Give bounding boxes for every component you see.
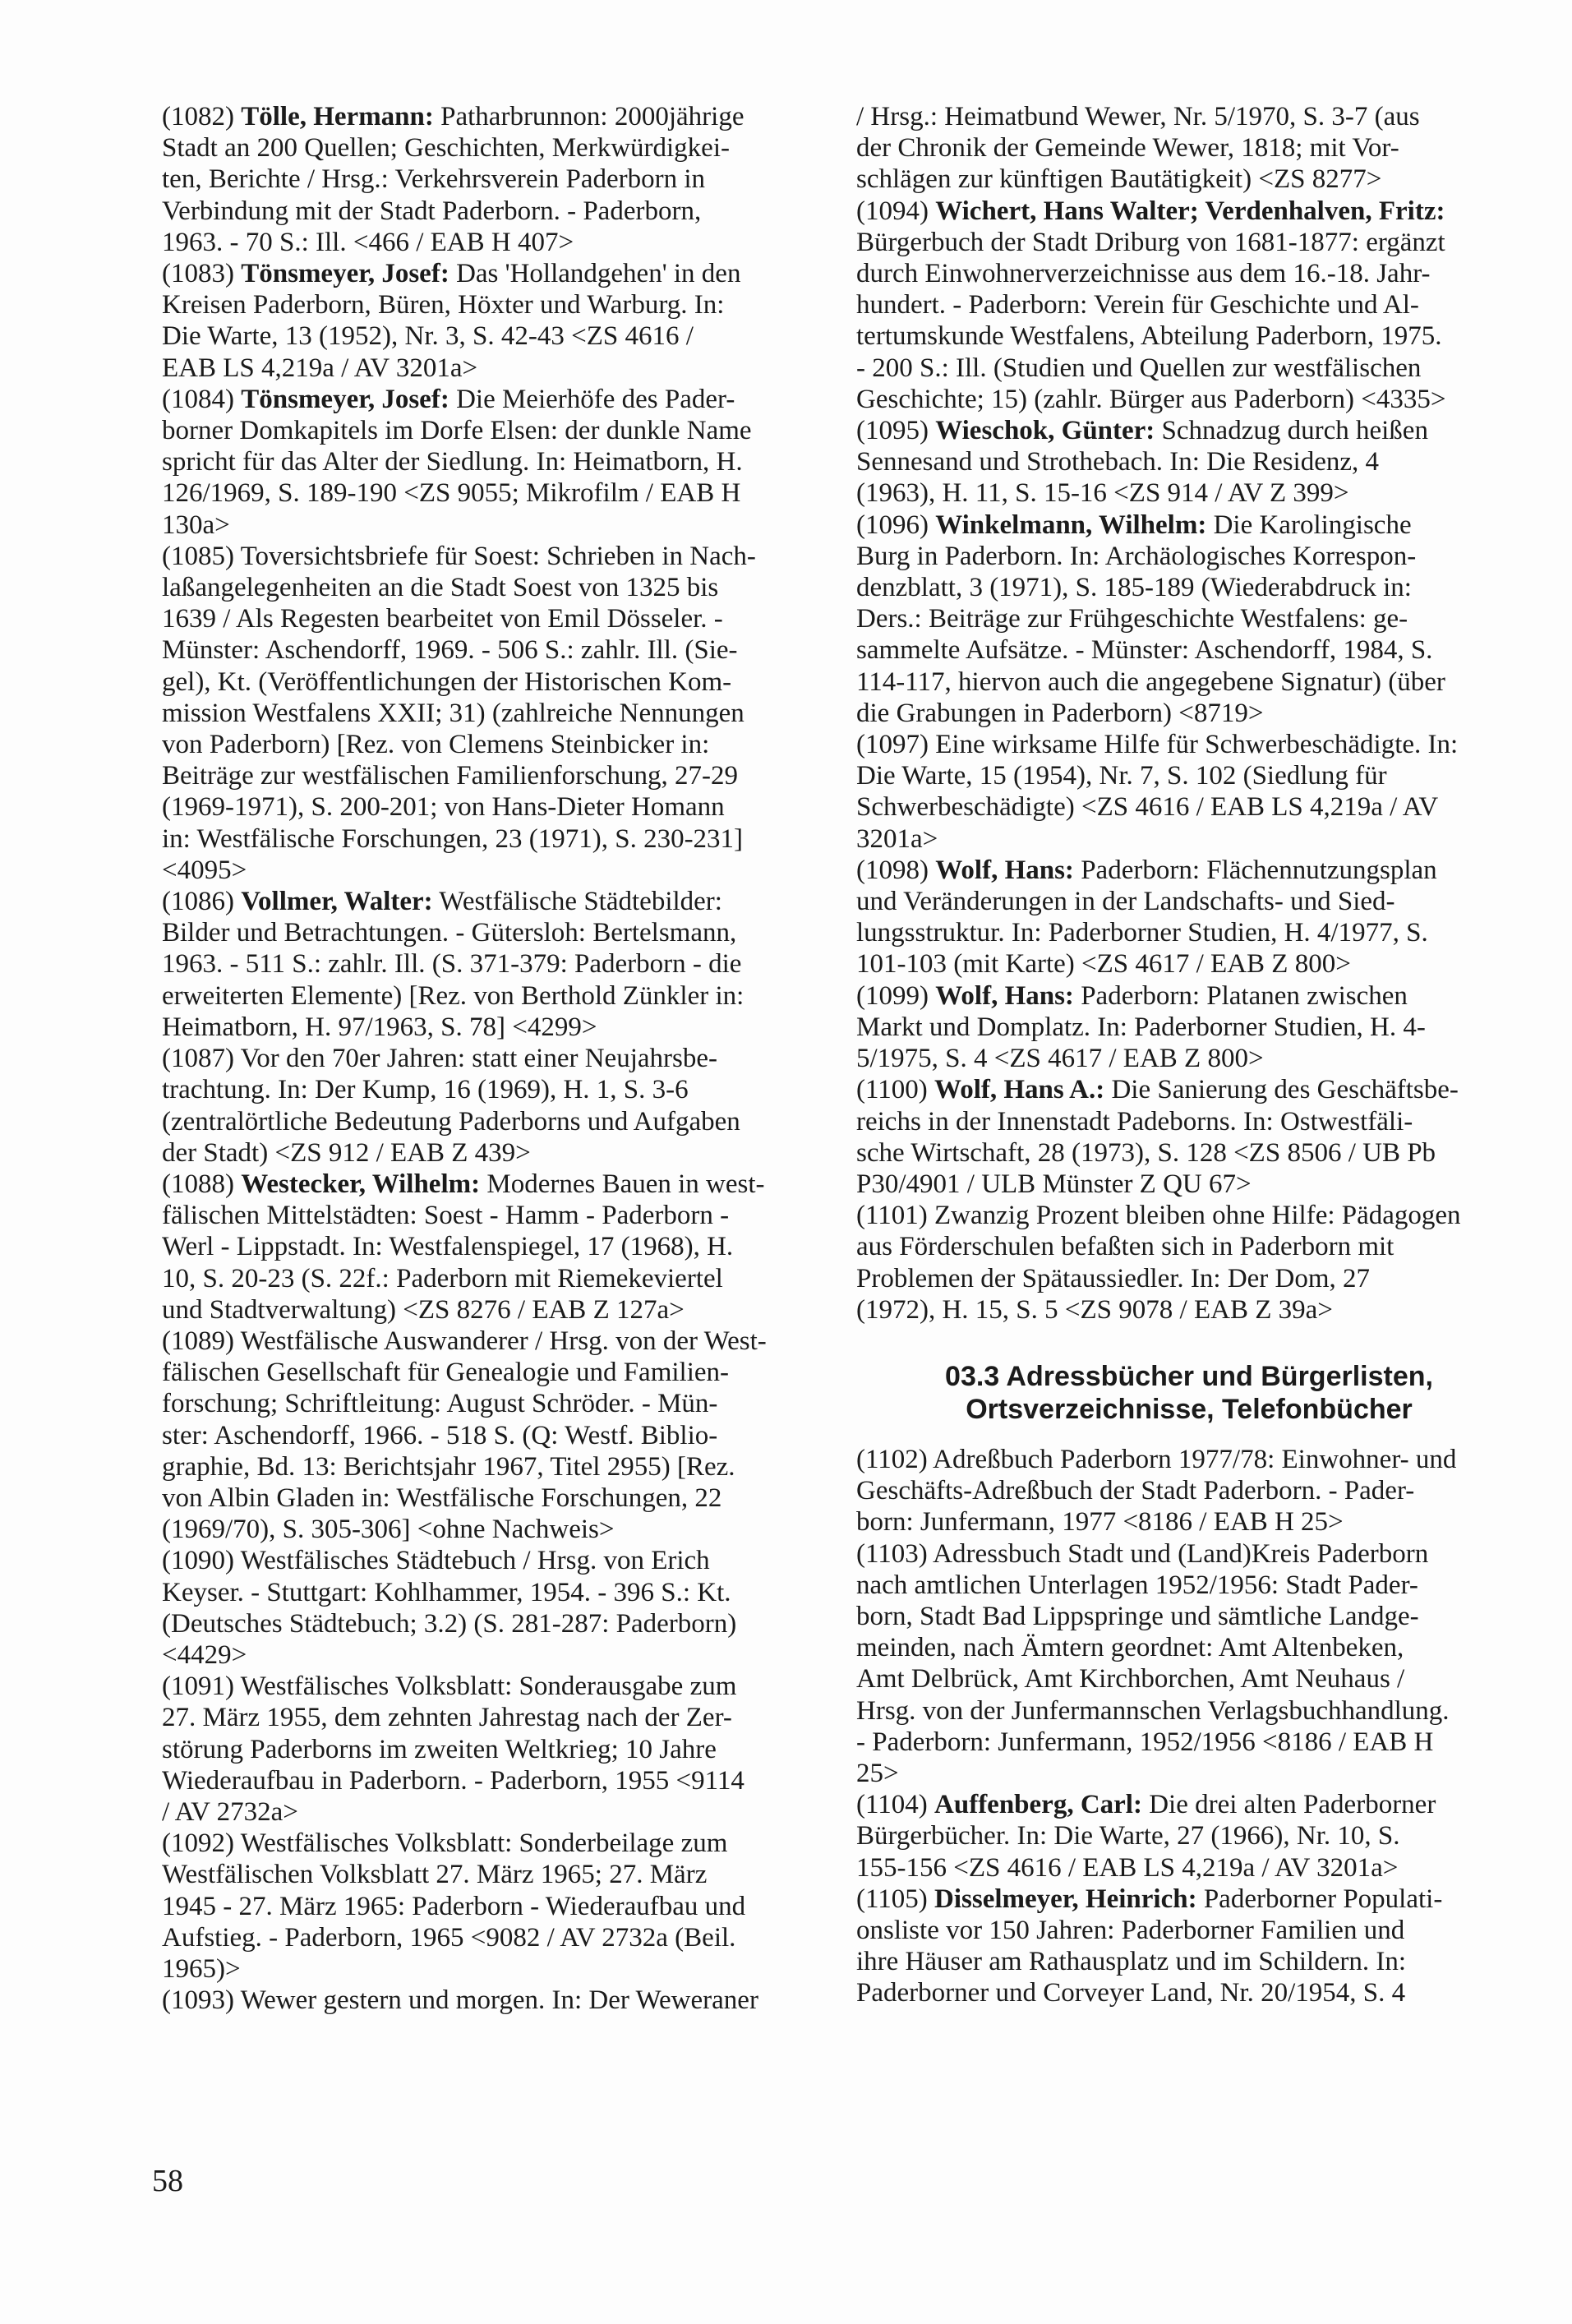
entry-line: (1088) Westecker, Wilhelm: Modernes Bauen in west- — [162, 1169, 765, 1199]
entry-line: / Hrsg.: Heimatbund Wewer, Nr. 5/1970, S. 3-7 (aus — [856, 102, 1420, 131]
entry-line: (1972), H. 15, S. 5 <ZS 9078 / EAB Z 39a> — [856, 1294, 1333, 1325]
entry-line: Die Warte, 13 (1952), Nr. 3, S. 42-43 <ZS 4616 / — [162, 321, 694, 352]
bibliography-entry-1082 — [162, 101, 827, 258]
entry-line: (1104) Auffenberg, Carl: Die drei alten Paderborner — [856, 1790, 1436, 1820]
entry-line: - Paderborn: Junfermann, 1952/1956 <8186 / EAB H — [856, 1727, 1434, 1757]
bibliography-entry-1103 — [856, 1538, 1522, 1790]
entry-line: born, Stadt Bad Lippspringe und sämtliche Landge- — [856, 1601, 1419, 1631]
entry-line: Münster: Aschendorff, 1969. - 506 S.: zahlr. Ill. (Sie- — [162, 635, 738, 666]
entry-line: Bürgerbücher. In: Die Warte, 27 (1966), Nr. 10, S. — [856, 1821, 1400, 1851]
entry-line: (1969/70), S. 305-306] <ohne Nachweis> — [162, 1515, 615, 1545]
entry-line: Keyser. - Stuttgart: Kohlhammer, 1954. - 396 S.: Kt. — [162, 1577, 731, 1607]
entry-line: (1089) Westfälische Auswanderer / Hrsg. von der West- — [162, 1326, 767, 1356]
entry-line: aus Förderschulen befaßten sich in Paderborn mit — [856, 1232, 1395, 1262]
entry-line: Bilder und Betrachtungen. - Gütersloh: Bertelsmann, — [162, 918, 737, 948]
entry-line: (1092) Westfälisches Volksblatt: Sonderbeilage zum — [162, 1828, 728, 1859]
entry-line: (1102) Adreßbuch Paderborn 1977/78: Einwohner- und — [856, 1444, 1457, 1474]
entry-line: Problemen der Spätaussiedler. In: Der Dom, 27 — [856, 1263, 1371, 1293]
bibliography-entry-1102 — [856, 1444, 1522, 1538]
entry-line: EAB LS 4,219a / AV 3201a> — [162, 353, 478, 383]
entry-line: 101-103 (mit Karte) <ZS 4617 / EAB Z 800> — [856, 949, 1351, 980]
entry-line: (zentralörtliche Bedeutung Paderborns und Aufgaben — [162, 1106, 740, 1137]
entry-line: in: Westfälische Forschungen, 23 (1971), S. 230-231] — [162, 823, 744, 854]
right-column-entries — [856, 101, 1522, 1326]
entry-line: der Stadt) <ZS 912 / EAB Z 439> — [162, 1137, 531, 1168]
entry-line: Die Warte, 15 (1954), Nr. 7, S. 102 (Siedlung für — [856, 761, 1387, 791]
entry-line: (1103) Adressbuch Stadt und (Land)Kreis Paderborn — [856, 1538, 1429, 1569]
section-heading — [856, 1360, 1522, 1426]
entry-line: onsliste vor 150 Jahren: Paderborner Familien und — [856, 1915, 1405, 1945]
entry-line: 1963. - 511 S.: zahlr. Ill. (S. 371-379: Paderborn - die — [162, 949, 742, 980]
entry-line: denzblatt, 3 (1971), S. 185-189 (Wiederabdruck in: — [856, 573, 1412, 603]
entry-line: Aufstieg. - Paderborn, 1965 <9082 / AV 2732a (Beil. — [162, 1922, 736, 1953]
bibliography-entry-1086 — [162, 886, 827, 1043]
entry-line: (1096) Winkelmann, Wilhelm: Die Karolingische — [856, 510, 1412, 540]
bibliography-entry-1096 — [856, 510, 1522, 729]
entry-line: graphie, Bd. 13: Berichtsjahr 1967, Titel 2955) [Rez. — [162, 1451, 735, 1482]
entry-line: fälischen Gesellschaft für Genealogie und Familien- — [162, 1358, 730, 1388]
entry-line: und Stadtverwaltung) <ZS 8276 / EAB Z 127a> — [162, 1294, 685, 1325]
entry-line: sche Wirtschaft, 28 (1973), S. 128 <ZS 8506 / UB Pb — [856, 1137, 1436, 1168]
entry-line: Burg in Paderborn. In: Archäologisches Korrespon- — [856, 541, 1417, 571]
entry-line: Hrsg. von der Junfermannschen Verlagsbuchhandlung. — [856, 1695, 1450, 1726]
entry-line: <4429> — [162, 1639, 247, 1670]
bibliography-entry-1105 — [856, 1884, 1522, 2009]
entry-line: (1098) Wolf, Hans: Paderborn: Flächennutzungsplan — [856, 855, 1437, 885]
bibliography-entry-1088 — [162, 1169, 827, 1326]
entry-line: forschung; Schriftleitung: August Schröder. - Mün- — [162, 1389, 718, 1419]
entry-line: und Veränderungen in der Landschafts- und Sied- — [856, 887, 1395, 917]
entry-line: Ders.: Beiträge zur Frühgeschichte Westfalens: ge- — [856, 604, 1408, 634]
entry-line: lungsstruktur. In: Paderborner Studien, H. 4/1977, S. — [856, 918, 1428, 948]
address-book-entries — [856, 1444, 1522, 2009]
entry-line: störung Paderborns im zweiten Weltkrieg; 10 Jahre — [162, 1734, 717, 1764]
entry-line: (1105) Disselmeyer, Heinrich: Paderborner Populati- — [856, 1884, 1443, 1914]
entry-line: 114-117, hiervon auch die angegebene Signatur) (über — [856, 666, 1445, 697]
entry-line: (1093) Wewer gestern und morgen. In: Der Weweraner — [162, 1985, 758, 2016]
bibliography-entry-1083 — [162, 258, 827, 384]
entry-line: (1084) Tönsmeyer, Josef: Die Meierhöfe des Pader- — [162, 384, 735, 414]
entry-line: Stadt an 200 Quellen; Geschichten, Merkwürdigkei- — [162, 133, 730, 164]
entry-line: mission Westfalens XXII; 31) (zahlreiche Nennungen — [162, 698, 745, 728]
entry-line: 1945 - 27. März 1965: Paderborn - Wiederaufbau und — [162, 1891, 746, 1921]
section-heading-line: Ortsverzeichnisse, Telefonbücher — [966, 1393, 1413, 1425]
entry-line: die Grabungen in Paderborn) <8719> — [856, 698, 1264, 728]
entry-line: tertumskunde Westfalens, Abteilung Paderborn, 1975. — [856, 321, 1442, 352]
entry-line: 126/1969, S. 189-190 <ZS 9055; Mikrofilm / EAB H — [162, 478, 741, 509]
entry-line: Geschäfts-Adreßbuch der Stadt Paderborn. - Pader- — [856, 1476, 1415, 1506]
entry-line: / AV 2732a> — [162, 1796, 298, 1827]
bibliography-entry-1085 — [162, 541, 827, 886]
entry-line: 1639 / Als Regesten bearbeitet von Emil Dösseler. - — [162, 604, 723, 634]
entry-line: P30/4901 / ULB Münster Z QU 67> — [856, 1169, 1252, 1199]
bibliography-entry-1095 — [856, 415, 1522, 510]
entry-line: nach amtlichen Unterlagen 1952/1956: Stadt Pader- — [856, 1570, 1418, 1600]
entry-line: (1100) Wolf, Hans A.: Die Sanierung des Geschäftsbe- — [856, 1075, 1459, 1105]
bibliography-entry-1091 — [162, 1671, 827, 1828]
entry-line: 3201a> — [856, 823, 938, 854]
entry-line: laßangelegenheiten an die Stadt Soest von 1325 bis — [162, 573, 719, 603]
entry-line: Paderborner und Corveyer Land, Nr. 20/1954, S. 4 — [856, 1978, 1406, 2008]
entry-line: der Chronik der Gemeinde Wewer, 1818; mit Vor- — [856, 133, 1399, 164]
entry-line: hundert. - Paderborn: Verein für Geschichte und Al- — [856, 290, 1419, 320]
entry-line: (1082) Tölle, Hermann: Patharbrunnon: 2000jährige — [162, 102, 745, 131]
bibliography-entry-1084 — [162, 384, 827, 541]
entry-line: Westfälischen Volksblatt 27. März 1965; 27. März — [162, 1860, 708, 1890]
entry-line: Geschichte; 15) (zahlr. Bürger aus Paderborn) <4335> — [856, 384, 1446, 414]
bibliography-entry-1104 — [856, 1789, 1522, 1884]
entry-line: sammelte Aufsätze. - Münster: Aschendorff, 1984, S. — [856, 635, 1433, 666]
entry-line: 25> — [856, 1758, 899, 1788]
entry-line: 1965)> — [162, 1953, 241, 1984]
entry-line: Amt Delbrück, Amt Kirchborchen, Amt Neuhaus / — [856, 1664, 1405, 1695]
entry-line: Heimatborn, H. 97/1963, S. 78] <4299> — [162, 1012, 597, 1042]
right-column — [856, 101, 1522, 2009]
entry-line: trachtung. In: Der Kump, 16 (1969), H. 1, S. 3-6 — [162, 1075, 689, 1105]
entry-line: von Albin Gladen in: Westfälische Forschungen, 22 — [162, 1482, 722, 1513]
entry-line: 10, S. 20-23 (S. 22f.: Paderborn mit Riemekeviertel — [162, 1263, 723, 1293]
entry-line: von Paderborn) [Rez. von Clemens Steinbicker in: — [162, 730, 710, 760]
bibliography-entry-1101 — [856, 1200, 1522, 1326]
bibliography-entry-1099 — [856, 980, 1522, 1075]
bibliography-entry-1094 — [856, 196, 1522, 415]
bibliography-entry-1097 — [856, 729, 1522, 855]
entry-line: Werl - Lippstadt. In: Westfalenspiegel, 17 (1968), H. — [162, 1232, 734, 1262]
entry-line: erweiterten Elemente) [Rez. von Berthold Zünkler in: — [162, 980, 745, 1011]
entry-line: ster: Aschendorff, 1966. - 518 S. (Q: Westf. Biblio- — [162, 1420, 718, 1450]
entry-line: (1095) Wieschok, Günter: Schnadzug durch heißen — [856, 416, 1428, 446]
entry-line: durch Einwohnerverzeichnisse aus dem 16.-18. Jahr- — [856, 259, 1431, 289]
entry-line: reichs in der Innenstadt Padeborns. In: Ostwestfäli- — [856, 1106, 1413, 1137]
entry-line: (1087) Vor den 70er Jahren: statt einer Neujahrsbe- — [162, 1044, 717, 1074]
entry-line: Bürgerbuch der Stadt Driburg von 1681-1877: ergänzt — [856, 227, 1445, 257]
entry-line: 155-156 <ZS 4616 / EAB LS 4,219a / AV 3201a> — [856, 1852, 1399, 1883]
entry-line: - 200 S.: Ill. (Studien und Quellen zur westfälischen — [856, 353, 1422, 383]
section-heading-line: 03.3 Adressbücher und Bürgerlisten, — [945, 1360, 1433, 1392]
entry-line: (1091) Westfälisches Volksblatt: Sonderausgabe zum — [162, 1672, 737, 1702]
entry-line: Beiträge zur westfälischen Familienforschung, 27-29 — [162, 761, 739, 791]
entry-line: (Deutsches Städtebuch; 3.2) (S. 281-287: Paderborn) — [162, 1608, 737, 1639]
entry-line: ihre Häuser am Rathausplatz und im Schildern. In: — [856, 1947, 1406, 1977]
bibliography-entry-1089 — [162, 1326, 827, 1545]
entry-line: meinden, nach Ämtern geordnet: Amt Altenbeken, — [856, 1633, 1404, 1663]
entry-line: <4095> — [162, 855, 247, 885]
entry-line: (1097) Eine wirksame Hilfe für Schwerbeschädigte. In: — [856, 730, 1459, 760]
entry-line: spricht für das Alter der Siedlung. In: Heimatborn, H. — [162, 447, 743, 477]
entry-line: (1083) Tönsmeyer, Josef: Das 'Hollandgehen' in den — [162, 259, 741, 289]
entry-line: schlägen zur künftigen Bautätigkeit) <ZS 8277> — [856, 164, 1382, 195]
entry-line: (1101) Zwanzig Prozent bleiben ohne Hilfe: Pädagogen — [856, 1201, 1461, 1231]
entry-line: fälischen Mittelstädten: Soest - Hamm - Paderborn - — [162, 1201, 730, 1231]
entry-continuation — [856, 101, 1522, 196]
entry-line: Verbindung mit der Stadt Paderborn. - Paderborn, — [162, 196, 702, 226]
entry-line: (1085) Toversichtsbriefe für Soest: Schrieben in Nach- — [162, 541, 756, 571]
entry-line: (1094) Wichert, Hans Walter; Verdenhalven, Fritz: — [856, 196, 1445, 226]
entry-line: born: Junfermann, 1977 <8186 / EAB H 25> — [856, 1507, 1344, 1538]
entry-line: ten, Berichte / Hrsg.: Verkehrsverein Paderborn in — [162, 164, 706, 195]
entry-line: Kreisen Paderborn, Büren, Höxter und Warburg. In: — [162, 290, 725, 320]
bibliography-entry-1092 — [162, 1828, 827, 1985]
entry-line: Sennesand und Strothebach. In: Die Residenz, 4 — [856, 447, 1380, 477]
entry-line: 5/1975, S. 4 <ZS 4617 / EAB Z 800> — [856, 1044, 1264, 1074]
bibliography-entry-1087 — [162, 1043, 827, 1169]
entry-line: (1963), H. 11, S. 15-16 <ZS 914 / AV Z 399> — [856, 478, 1349, 509]
left-column — [162, 101, 827, 2016]
entry-line: 1963. - 70 S.: Ill. <466 / EAB H 407> — [162, 227, 574, 257]
bibliography-entry-1100 — [856, 1074, 1522, 1200]
page-number: 58 — [152, 2164, 183, 2198]
entry-line: borner Domkapitels im Dorfe Elsen: der dunkle Name — [162, 416, 752, 446]
bibliography-entry-1098 — [856, 855, 1522, 980]
entry-line: 27. März 1955, dem zehnten Jahrestag nach der Zer- — [162, 1703, 732, 1733]
entry-line: Schwerbeschädigte) <ZS 4616 / EAB LS 4,219a / AV — [856, 792, 1439, 823]
entry-line: gel), Kt. (Veröffentlichungen der Historischen Kom- — [162, 666, 732, 697]
entry-line: (1086) Vollmer, Walter: Westfälische Städtebilder: — [162, 887, 722, 917]
bibliography-entry-1090 — [162, 1545, 827, 1671]
entry-line: Markt und Domplatz. In: Paderborner Studien, H. 4- — [856, 1012, 1426, 1042]
entry-line: (1099) Wolf, Hans: Paderborn: Platanen zwischen — [856, 980, 1408, 1011]
entry-line: Wiederaufbau in Paderborn. - Paderborn, 1955 <9114 — [162, 1765, 745, 1796]
entry-line: (1090) Westfälisches Städtebuch / Hrsg. von Erich — [162, 1546, 710, 1576]
entry-line: 130a> — [162, 510, 230, 540]
bibliography-entry-1093 — [162, 1985, 827, 2016]
entry-line: (1969-1971), S. 200-201; von Hans-Dieter Homann — [162, 792, 725, 823]
